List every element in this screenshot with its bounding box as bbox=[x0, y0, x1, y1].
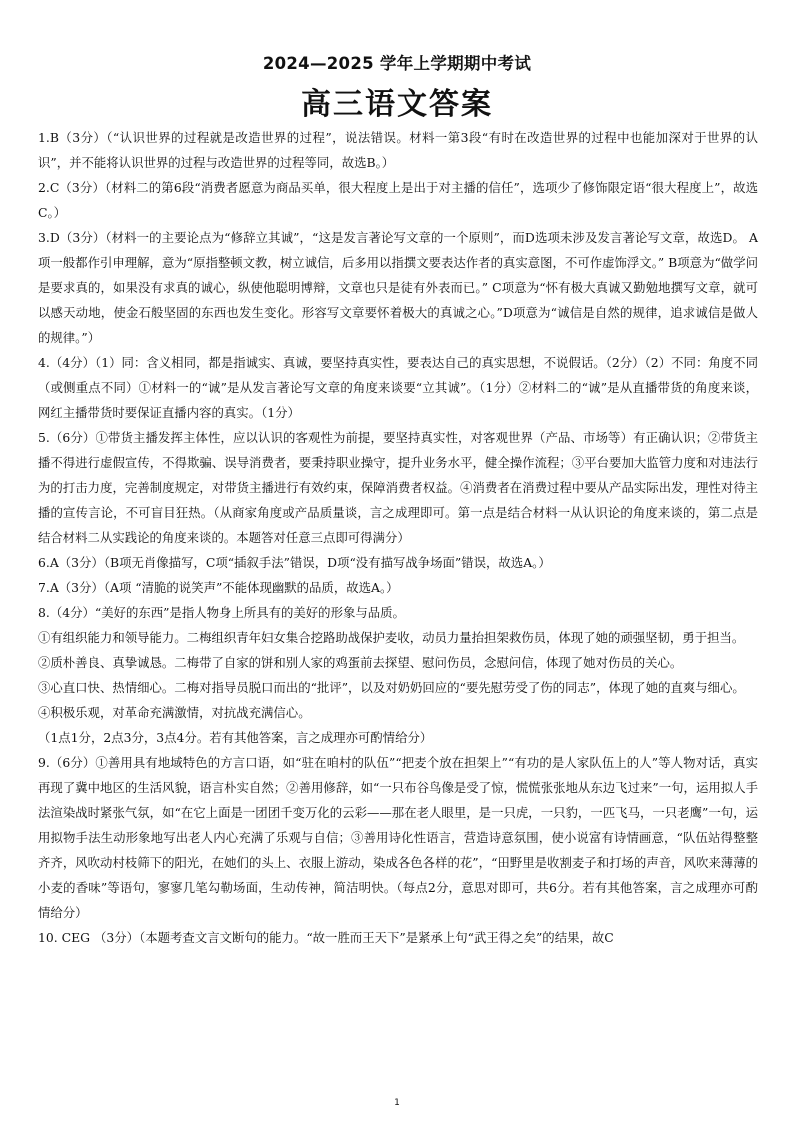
answer-paragraph: 9.（6分）①善用具有地域特色的方言口语，如“驻在咱村的队伍”“把麦个放在担架上”“有功的是人家队伍上的人”等人物对话，真实再现了冀中地区的生活风貌，语言朴实自然；②善用修辞，如“一只布谷鸟像是受了惊，慌慌张张地从东边飞过来”一句，运用拟人手法渲染战时紧张气氛，如“在它上面是一团团千变万化的云彩——那在老人眼里，是一只虎，一只豹，一匹飞马，一只老鹰”一句，运用拟物手法生动形象地写出老人内心充满了乐观与自信；③善用诗化性语言，营造诗意氛围，使小说富有诗情画意，“队伍站得整整齐齐，风吹动村枝筛下的阳光，在她们的头上、衣服上游动，染成各色各样的花”，“田野里是收割麦子和打场的声音，风吹来薄薄的小麦的香味”等语句，寥寥几笔勾勒场面，生动传神，简洁明快。（每点2分，意思对即可，共6分。若有其他答案，言之成理亦可酌情给分） bbox=[38, 755, 758, 920]
page-title: 高三语文答案 bbox=[301, 87, 493, 122]
answer-paragraph: 1.B（3分）（“认识世界的过程就是改造世界的过程”，说法错误。材料一第3段“有时在改造世界的过程中也能加深对于世界的认识”，并不能将认识世界的过程与改造世界的过程等同，故选B。） bbox=[38, 130, 758, 170]
answer-paragraph: 5.（6分）①带货主播发挥主体性，应以认识的客观性为前提，要坚持真实性，对客观世界（产品、市场等）有正确认识；②带货主播不得进行虚假宣传，不得欺骗、误导消费者，要秉持职业操守，提升业务水平，健全操作流程；③平台要加大监管力度和对违法行为的打击力度，完善制度规定，对带货主播进行有效约束，保障消费者权益。④消费者在消费过程中要从产品实际出发，理性对待主播的宣传言论，不可盲目狂热。（从商家角度或产品质量谈，言之成理即可。第一点是结合材料一从认识论的角度来谈的，第二点是结合材料二从实践论的角度来谈的。本题答对任意三点即可得满分） bbox=[38, 430, 758, 545]
answer-paragraph: 6.A（3分）（B项无肖像描写，C项“插叙手法”错误，D项“没有描写战争场面”错误，故选A。） bbox=[38, 555, 551, 570]
answer-paragraph: ①有组织能力和领导能力。二梅组织青年妇女集合挖路助战保护麦收，动员力量抬担架救伤员，体现了她的顽强坚韧，勇于担当。 bbox=[38, 630, 745, 645]
answer-paragraph: 10. CEG （3分）（本题考查文言文断句的能力。“故一胜而王天下”是紧承上句“武王得之矣”的结果，故C bbox=[38, 930, 614, 945]
answer-paragraph: 7.A（3分）（A项 “清脆的说笑声”不能体现幽默的品质，故选A。） bbox=[38, 580, 399, 595]
answer-paragraph: 4.（4分）（1）同：含义相同，都是指诚实、真诚，要坚持真实性，要表达自己的真实思想，不说假话。（2分）（2）不同：角度不同（或侧重点不同）①材料一的“诚”是从发言著论写文章的角度来谈要“立其诚”。（1分）②材料二的“诚”是从直播带货的角度来谈，网红主播带货时要保证直播内容的真实。（1分） bbox=[38, 355, 758, 420]
answer-paragraph: 3.D（3分）（材料一的主要论点为“修辞立其诚”，“这是发言著论写文章的一个原则”，而D选项未涉及发言著论写文章，故选D。 A项一般都作引申理解，意为“原指整顿文教，树立诚信，后多用以指撰文要表达作者的真实意图，不可作虚饰浮文。” B项意为“做学问是要求真的，如果没有求真的诚心，纵使他聪明博辩，文章也只是徒有外表而已。” C项意为“怀有极大真诚又勤勉地撰写文章，就可以感天动地，使金石般坚固的东西也发生变化。形容写文章要怀着极大的真诚之心。”D项意为“诚信是自然的规律，追求诚信是做人的规律。”） bbox=[38, 230, 758, 345]
answer-paragraph: 2.C（3分）（材料二的第6段“消费者愿意为商品买单，很大程度上是出于对主播的信任”，选项少了修饰限定语“很大程度上”，故选C。） bbox=[38, 180, 758, 220]
answer-paragraph: ④积极乐观，对革命充满激情，对抗战充满信心。 bbox=[38, 705, 311, 720]
page-number: 1 bbox=[394, 1098, 400, 1108]
exam-title: 2024—2025 学年上学期期中考试 bbox=[262, 54, 532, 73]
answer-paragraph: （1点1分，2点3分，3点4分。若有其他答案，言之成理亦可酌情给分） bbox=[38, 730, 433, 745]
answer-content bbox=[38, 125, 758, 950]
answer-paragraph: 8.（4分）“美好的东西”是指人物身上所具有的美好的形象与品质。 bbox=[38, 605, 405, 620]
answer-paragraph: ③心直口快、热情细心。二梅对指导员脱口而出的“批评”，以及对奶奶回应的“要先慰劳受了伤的同志”，体现了她的直爽与细心。 bbox=[38, 680, 745, 695]
answer-paragraph: ②质朴善良、真挚诚恳。二梅带了自家的饼和别人家的鸡蛋前去探望、慰问伤员，念慰问信，体现了她对伤员的关心。 bbox=[38, 655, 683, 670]
